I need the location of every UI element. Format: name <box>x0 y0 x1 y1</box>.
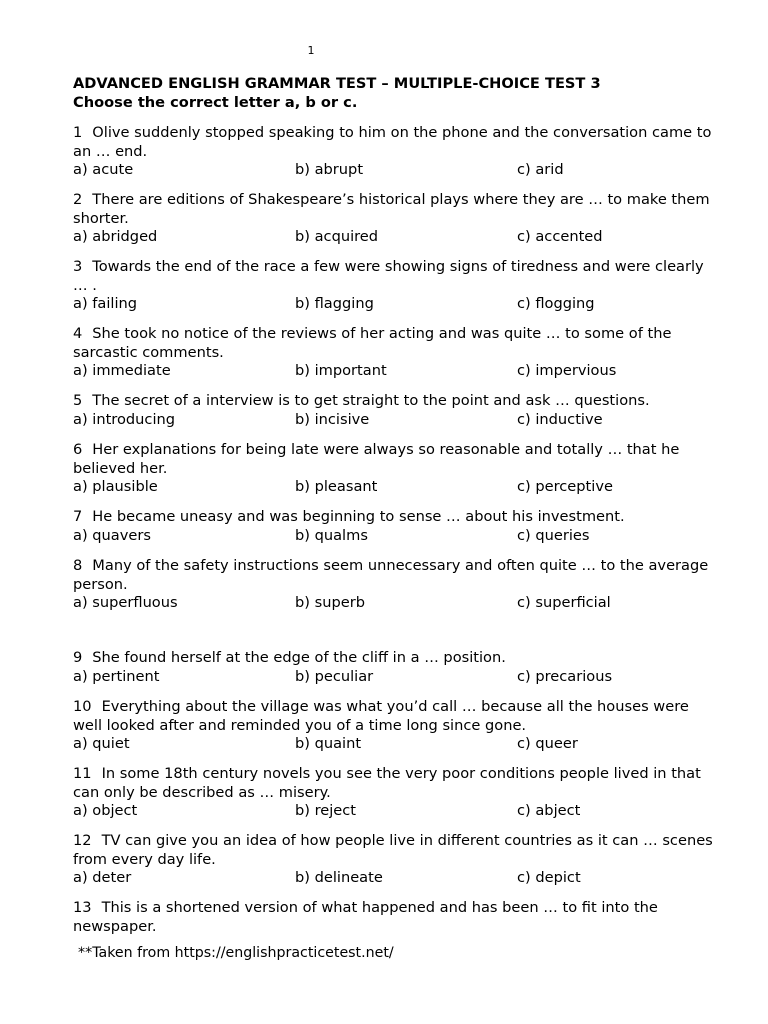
question-number: 5 <box>73 392 83 409</box>
question-text: Her explanations for being late were always so reasonable and totally … that he believed her. <box>73 441 680 477</box>
source-footer: **Taken from https://englishpracticetest.net/ <box>78 945 394 961</box>
option-c: c) precarious <box>517 667 613 685</box>
question-3 <box>73 258 713 314</box>
question-text: Everything about the village was what you’d call … because all the houses were well looked after and reminded you of a time long since gone. <box>73 698 689 734</box>
option-a: a) introducing <box>73 410 176 428</box>
option-b: b) qualms <box>295 526 368 544</box>
option-b: b) peculiar <box>295 667 374 685</box>
option-a: a) object <box>73 802 138 819</box>
option-c: c) inductive <box>517 410 603 428</box>
question-7 <box>73 508 713 545</box>
test-title-block <box>73 74 601 112</box>
question-12 <box>73 832 713 888</box>
option-a: a) failing <box>73 295 138 312</box>
question-1 <box>73 124 713 180</box>
option-c: c) depict <box>517 869 581 886</box>
option-c: c) queer <box>517 735 578 752</box>
question-text: Many of the safety instructions seem unnecessary and often quite … to the average person. <box>73 557 709 593</box>
option-a: a) quiet <box>73 735 130 752</box>
question-text: In some 18th century novels you see the very poor conditions people lived in that can only be described as … misery. <box>73 765 701 801</box>
option-a: a) immediate <box>73 362 171 379</box>
question-5 <box>73 392 713 429</box>
option-a: a) quavers <box>73 526 151 544</box>
question-number: 6 <box>73 441 83 458</box>
option-b: b) abrupt <box>295 161 364 178</box>
option-b: b) superb <box>295 594 365 611</box>
option-c: c) superficial <box>517 594 611 611</box>
question-number: 1 <box>73 124 83 141</box>
option-a: a) abridged <box>73 228 158 245</box>
question-number: 3 <box>73 258 83 275</box>
question-text: This is a shortened version of what happened and has been … to fit into the newspaper. <box>73 899 658 935</box>
question-text: He became uneasy and was beginning to sense … about his investment. <box>92 508 625 525</box>
question-number: 8 <box>73 557 83 574</box>
question-number: 7 <box>73 508 83 525</box>
question-number: 11 <box>73 765 92 782</box>
question-2 <box>73 191 713 247</box>
option-a: a) plausible <box>73 478 158 495</box>
option-b: b) acquired <box>295 228 379 245</box>
option-a: a) deter <box>73 869 132 886</box>
question-4 <box>73 325 713 381</box>
question-text: Olive suddenly stopped speaking to him on the phone and the conversation came to an … end. <box>73 124 712 160</box>
option-b: b) incisive <box>295 410 370 428</box>
option-c: c) arid <box>517 161 564 178</box>
page-number: 1 <box>307 44 315 57</box>
question-text: Towards the end of the race a few were showing signs of tiredness and were clearly … . <box>73 258 704 294</box>
question-11 <box>73 765 713 821</box>
question-number: 13 <box>73 899 92 916</box>
option-a: a) pertinent <box>73 667 160 685</box>
option-b: b) flagging <box>295 295 374 312</box>
option-a: a) superfluous <box>73 594 178 611</box>
question-text: She found herself at the edge of the cliff in a … position. <box>92 649 506 666</box>
question-number: 12 <box>73 832 92 849</box>
question-13 <box>73 899 713 936</box>
question-text: The secret of a interview is to get straight to the point and ask … questions. <box>92 392 650 409</box>
option-b: b) pleasant <box>295 478 378 495</box>
test-title: ADVANCED ENGLISH GRAMMAR TEST – MULTIPLE-CHOICE TEST 3 <box>73 75 601 92</box>
question-10 <box>73 698 713 754</box>
question-text: She took no notice of the reviews of her acting and was quite … to some of the sarcastic comments. <box>73 325 672 361</box>
option-b: b) quaint <box>295 735 362 752</box>
question-9 <box>73 649 713 686</box>
option-a: a) acute <box>73 161 134 178</box>
option-c: c) flogging <box>517 295 595 312</box>
question-text: There are editions of Shakespeare’s historical plays where they are … to make them shorter. <box>73 191 710 227</box>
option-c: c) accented <box>517 228 603 245</box>
test-instructions: Choose the correct letter a, b or c. <box>73 94 358 111</box>
option-b: b) important <box>295 362 387 379</box>
option-c: c) queries <box>517 526 590 544</box>
option-c: c) abject <box>517 802 581 819</box>
question-8 <box>73 557 713 613</box>
option-c: c) impervious <box>517 362 617 379</box>
question-number: 9 <box>73 649 83 666</box>
question-number: 4 <box>73 325 83 342</box>
option-c: c) perceptive <box>517 478 613 495</box>
question-text: TV can give you an idea of how people live in different countries as it can … scenes from every day life. <box>73 832 713 868</box>
question-6 <box>73 441 713 497</box>
option-b: b) reject <box>295 802 357 819</box>
question-number: 2 <box>73 191 83 208</box>
option-b: b) delineate <box>295 869 383 886</box>
question-number: 10 <box>73 698 92 715</box>
